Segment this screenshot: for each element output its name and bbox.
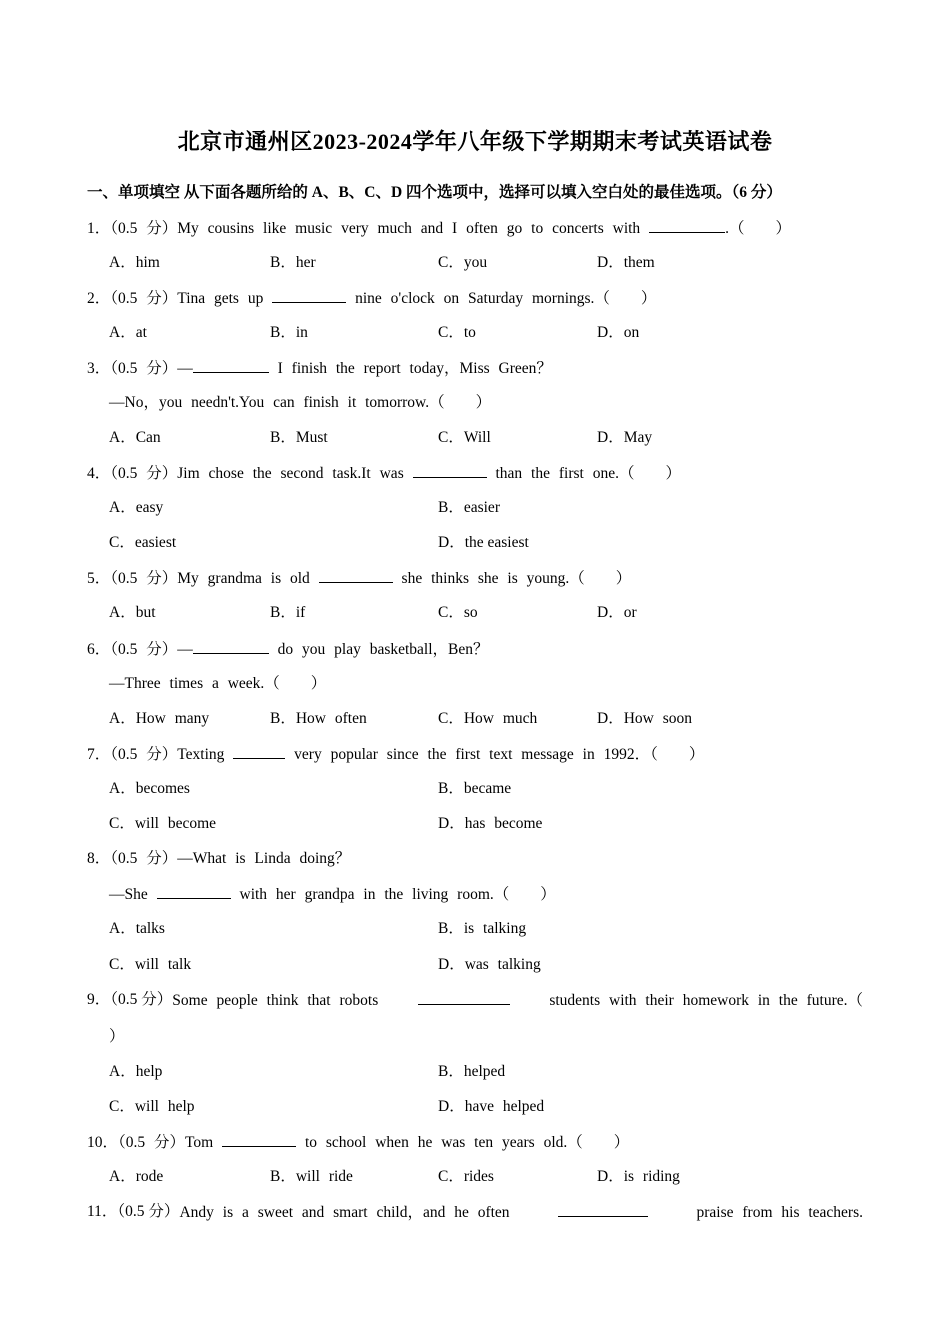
option-a: A．but bbox=[109, 604, 156, 621]
option-a: A．talks bbox=[109, 920, 165, 937]
option-a: A．How many bbox=[109, 710, 210, 727]
option-c: C．will become bbox=[109, 815, 217, 832]
option-c: C．to bbox=[438, 324, 476, 341]
question-9: 9．（0.5 分） Some people think that robots students with their homework in the future.（ bbox=[87, 991, 863, 1009]
answer-blank bbox=[418, 990, 510, 1005]
option-c: C．so bbox=[438, 604, 478, 621]
option-d: D．How soon bbox=[597, 710, 692, 727]
question-9-paren-close: ） bbox=[109, 1028, 125, 1045]
option-b: B．is talking bbox=[438, 920, 527, 937]
question-5: 5．（0.5 分）My grandma is old she thinks she is young.（ ） bbox=[87, 570, 632, 587]
answer-blank bbox=[157, 884, 231, 899]
answer-blank bbox=[193, 639, 269, 654]
question-10: 10．（0.5 分）Tom to school when he was ten years old.（ ） bbox=[87, 1134, 630, 1151]
option-d: D．on bbox=[597, 324, 640, 341]
option-c: C．easiest bbox=[109, 534, 177, 551]
option-d: D．has become bbox=[438, 815, 543, 832]
question-3: 3．（0.5 分）— I finish the report today，Miss Green？ bbox=[87, 360, 552, 377]
option-c: C．How much bbox=[438, 710, 538, 727]
option-b: B．her bbox=[270, 254, 316, 271]
answer-blank bbox=[413, 463, 487, 478]
question-11: 11．（0.5 分） Andy is a sweet and smart child，and he often praise from his teachers. bbox=[87, 1203, 863, 1221]
exam-title: 北京市通州区2023-2024学年八年级下学期期末考试英语试卷 bbox=[177, 129, 773, 154]
answer-blank bbox=[649, 218, 725, 233]
option-b: B．Must bbox=[270, 429, 328, 446]
option-d: D．them bbox=[597, 254, 655, 271]
option-d: D．May bbox=[597, 429, 653, 446]
option-c: C．Will bbox=[438, 429, 491, 446]
option-a: A．easy bbox=[109, 499, 164, 516]
question-2: 2．（0.5 分）Tina gets up nine o'clock on Saturday mornings.（ ） bbox=[87, 290, 657, 307]
answer-blank bbox=[319, 568, 393, 583]
answer-blank bbox=[272, 288, 346, 303]
option-d: D．is riding bbox=[597, 1168, 680, 1185]
question-6-reply: —Three times a week.（ ） bbox=[109, 675, 327, 692]
option-a: A．at bbox=[109, 324, 147, 341]
option-b: B．if bbox=[270, 604, 306, 621]
option-c: C．will talk bbox=[109, 956, 192, 973]
option-a: A．rode bbox=[109, 1168, 164, 1185]
question-1: 1．（0.5 分）My cousins like music very much and I often go to concerts with .（ ） bbox=[87, 220, 791, 237]
question-8: 8．（0.5 分）—What is Linda doing？ bbox=[87, 850, 351, 867]
option-b: B．will ride bbox=[270, 1168, 353, 1185]
answer-blank bbox=[558, 1202, 648, 1217]
option-d: D．or bbox=[597, 604, 637, 621]
option-b: B．How often bbox=[270, 710, 367, 727]
option-d: D．was talking bbox=[438, 956, 541, 973]
option-b: B．in bbox=[270, 324, 308, 341]
option-d: D．the easiest bbox=[438, 534, 529, 551]
answer-blank bbox=[222, 1132, 296, 1147]
option-c: C．rides bbox=[438, 1168, 494, 1185]
option-a: A．becomes bbox=[109, 780, 190, 797]
option-b: B．became bbox=[438, 780, 512, 797]
option-b: B．easier bbox=[438, 499, 500, 516]
option-c: C．will help bbox=[109, 1098, 195, 1115]
option-b: B．helped bbox=[438, 1063, 506, 1080]
option-a: A．Can bbox=[109, 429, 161, 446]
answer-blank bbox=[193, 358, 269, 373]
section-heading: 一、单项填空 从下面各题所给的 A、B、C、D 四个选项中，选择可以填入空白处的最佳选项。（6 分） bbox=[87, 184, 782, 201]
option-c: C．you bbox=[438, 254, 488, 271]
question-4: 4．（0.5 分）Jim chose the second task.It was than the first one.（ ） bbox=[87, 465, 681, 482]
answer-blank bbox=[233, 744, 285, 759]
question-8-reply: —She with her grandpa in the living room.（ ） bbox=[109, 886, 556, 903]
option-d: D．have helped bbox=[438, 1098, 545, 1115]
question-3-reply: —No，you needn't.You can finish it tomorrow.（ ） bbox=[109, 394, 492, 411]
option-a: A．him bbox=[109, 254, 160, 271]
question-7: 7．（0.5 分）Texting very popular since the first text message in 1992．（ ） bbox=[87, 746, 705, 763]
option-a: A．help bbox=[109, 1063, 163, 1080]
question-6: 6．（0.5 分）— do you play basketball，Ben？ bbox=[87, 641, 489, 658]
